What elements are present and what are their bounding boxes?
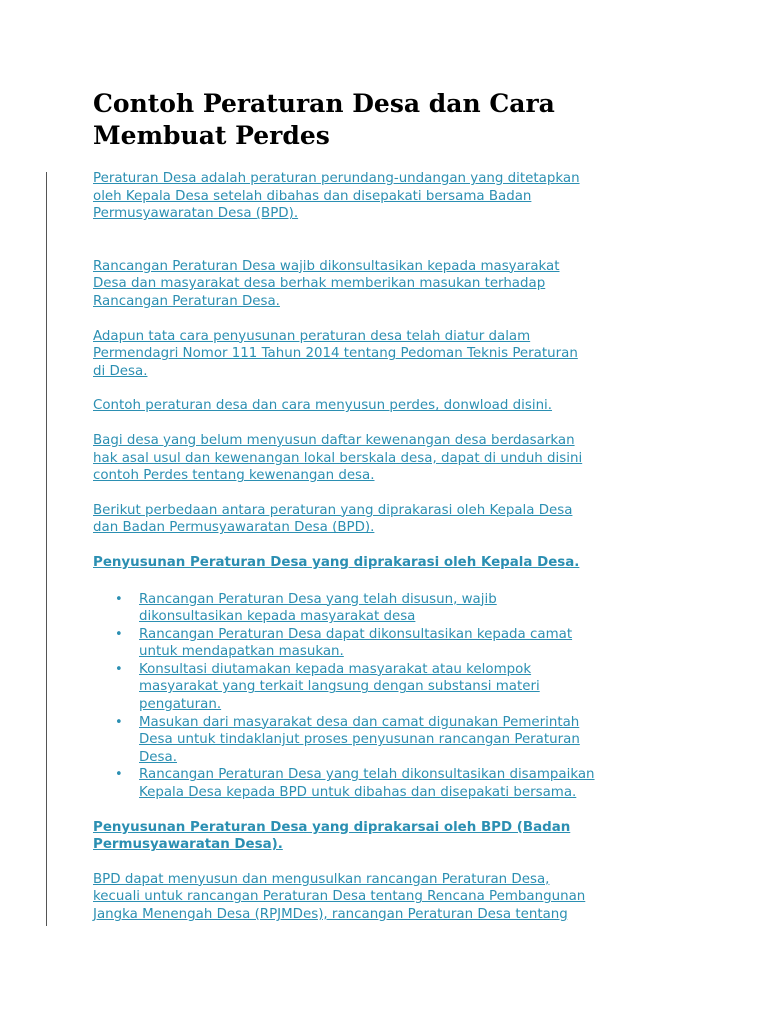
text-line: Permusyawaratan Desa (BPD).	[93, 206, 299, 222]
margin-line	[46, 172, 47, 926]
text-line: Rancangan Peraturan Desa yang telah dikonsultasikan disampaikan	[139, 767, 595, 783]
list-item[interactable]	[93, 661, 683, 714]
text-line: Peraturan Desa adalah peraturan perundang-undangan yang ditetapkan	[93, 171, 580, 186]
paragraph-definition[interactable]	[93, 170, 683, 223]
paragraph-difference[interactable]	[93, 502, 683, 537]
text-line: dikonsultasikan kepada masyarakat desa	[139, 609, 416, 625]
text-line: Bagi desa yang belum menyusun daftar kewenangan desa berdasarkan	[93, 432, 575, 448]
text-line: oleh Kepala Desa setelah dibahas dan disepakati bersama Badan	[93, 188, 532, 204]
text-line: Rancangan Peraturan Desa wajib dikonsultasikan kepada masyarakat	[93, 258, 560, 274]
text-line: Permendagri Nomor 111 Tahun 2014 tentang Pedoman Teknis Peraturan	[93, 346, 578, 362]
paragraph-regulation[interactable]	[93, 328, 683, 381]
paragraph-download-link[interactable]	[93, 397, 683, 415]
bullet-icon: •	[115, 591, 123, 607]
subheading-bpd[interactable]	[93, 819, 683, 854]
text-line: Permusyawaratan Desa).	[93, 837, 283, 853]
text-line: BPD dapat menyusun dan mengusulkan rancangan Peraturan Desa,	[93, 871, 550, 887]
text-line: Rancangan Peraturan Desa yang telah disusun, wajib	[139, 591, 497, 607]
text-line: dan Badan Permusyawaratan Desa (BPD).	[93, 520, 375, 536]
text-line: Rancangan Peraturan Desa.	[93, 293, 280, 309]
text-line: Contoh peraturan desa dan cara menyusun perdes, donwload disini.	[93, 398, 553, 414]
text-line: Adapun tata cara penyusunan peraturan desa telah diatur dalam	[93, 328, 531, 344]
bullet-icon: •	[115, 714, 123, 730]
text-line: Rancangan Peraturan Desa dapat dikonsultasikan kepada camat	[139, 626, 573, 642]
title-line: Membuat Perdes	[93, 121, 330, 150]
paragraph-consultation[interactable]	[93, 258, 683, 311]
subheading-kepala-desa[interactable]	[93, 554, 683, 572]
bullet-icon: •	[115, 661, 123, 677]
list-item[interactable]	[93, 626, 683, 661]
text-line: hak asal usul dan kewenangan lokal berskala desa, dapat di unduh disini	[93, 450, 583, 466]
text-line: Kepala Desa kepada BPD untuk dibahas dan disepakati bersama.	[139, 785, 577, 801]
page-title	[93, 88, 693, 152]
list-item[interactable]	[93, 714, 683, 767]
text-line: pengaturan.	[139, 697, 222, 713]
text-line: Desa dan masyarakat desa berhak memberikan masukan terhadap	[93, 276, 546, 292]
text-line: di Desa.	[93, 363, 148, 379]
text-line: masyarakat yang terkait langsung dengan substansi materi	[139, 679, 540, 695]
paragraph-authority[interactable]	[93, 432, 683, 485]
text-line: Penyusunan Peraturan Desa yang diprakarasi oleh Kepala Desa.	[93, 554, 580, 570]
text-line: Penyusunan Peraturan Desa yang diprakarsai oleh BPD (Badan	[93, 819, 571, 835]
text-line: kecuali untuk rancangan Peraturan Desa tentang Rencana Pembangunan	[93, 889, 586, 905]
text-line: contoh Perdes tentang kewenangan desa.	[93, 468, 375, 484]
text-line: untuk mendapatkan masukan.	[139, 644, 344, 660]
bullet-icon: •	[115, 626, 123, 642]
text-line: Masukan dari masyarakat desa dan camat digunakan Pemerintah	[139, 714, 580, 730]
text-line: Desa.	[139, 749, 177, 765]
list-item[interactable]	[93, 766, 683, 801]
text-line: Jangka Menengah Desa (RPJMDes), rancangan Peraturan Desa tentang	[93, 907, 568, 922]
title-line: Contoh Peraturan Desa dan Cara	[93, 89, 555, 118]
article-body	[93, 170, 683, 924]
text-line: Desa untuk tindaklanjut proses penyusunan rancangan Peraturan	[139, 732, 580, 748]
paragraph-bpd-proposal[interactable]	[93, 871, 683, 924]
list-item[interactable]	[93, 591, 683, 626]
text-line: Konsultasi diutamakan kepada masyarakat atau kelompok	[139, 661, 532, 677]
text-line: Berikut perbedaan antara peraturan yang diprakarasi oleh Kepala Desa	[93, 502, 573, 518]
procedure-list	[93, 591, 683, 802]
bullet-icon: •	[115, 767, 123, 783]
